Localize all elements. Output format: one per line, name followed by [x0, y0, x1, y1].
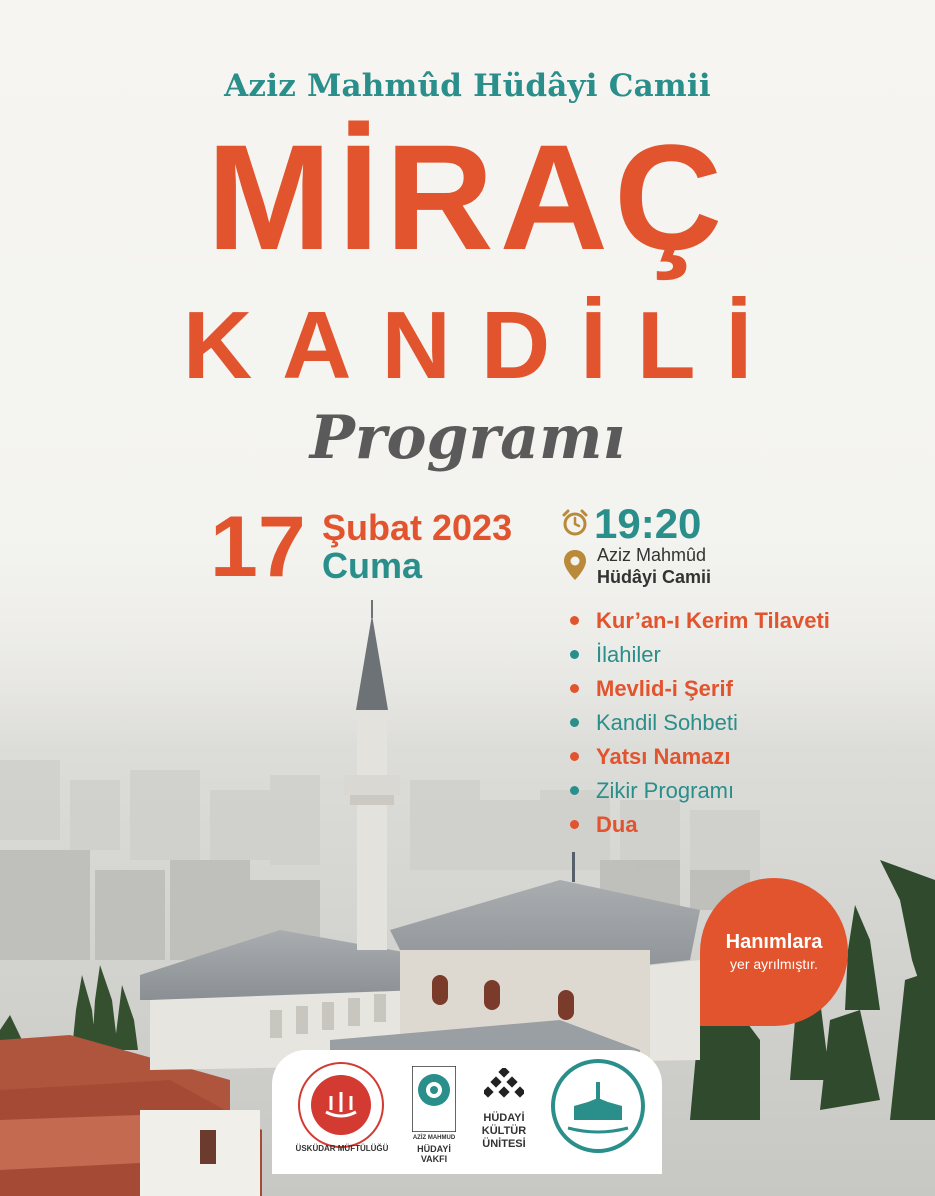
- location-line1: Aziz Mahmûd: [597, 545, 707, 565]
- program-item-label: Kandil Sohbeti: [596, 710, 738, 735]
- mufti-logo-label: ÜSKÜDAR MÜFTÜLÜĞÜ: [295, 1144, 389, 1153]
- event-time: 19:20: [594, 500, 702, 547]
- program-item: [566, 808, 830, 842]
- mosque-name-subtitle: Aziz Mahmûd Hüdâyi Camii: [224, 68, 711, 104]
- bullet: [570, 684, 579, 693]
- vakfi-logo-label: HÜDAYİ VAKFI: [417, 1144, 451, 1164]
- location-pin-icon: [562, 548, 588, 582]
- sponsor-logo-bar: [272, 1050, 662, 1174]
- program-item: [566, 604, 830, 638]
- program-item: [566, 638, 830, 672]
- program-item: [566, 740, 830, 774]
- program-item: [566, 774, 830, 808]
- women-section-badge: [700, 878, 848, 1026]
- kultur-logo-label: HÜDAYİ KÜLTÜR ÜNİTESİ: [481, 1112, 527, 1150]
- bullet: [570, 786, 579, 795]
- bullet: [570, 650, 579, 659]
- program-item-label: Dua: [596, 812, 638, 837]
- program-item: [566, 706, 830, 740]
- event-weekday: Cuma: [322, 545, 423, 586]
- bullet: [570, 616, 579, 625]
- program-item-label: Kur’an-ı Kerim Tilaveti: [596, 608, 830, 633]
- kultur-unitesi-logo: [484, 1068, 524, 1108]
- diyanet-seal-logo: [296, 1060, 386, 1150]
- title-programi: Programı: [309, 403, 626, 473]
- title-mirac: MİRAÇ: [206, 113, 729, 281]
- event-month-year: Şubat 2023: [322, 507, 513, 548]
- badge-line2: yer ayrılmıştır.: [730, 956, 818, 972]
- location-line2: Hüdâyi Camii: [597, 567, 712, 587]
- clock-icon: [560, 508, 590, 538]
- badge-line1: Hanımlara: [725, 931, 823, 953]
- event-day: 17: [210, 499, 306, 595]
- program-item-label: Zikir Programı: [596, 778, 735, 803]
- hudayi-kulliyesi-logo: [550, 1058, 646, 1154]
- hudayi-vakfi-logo: [412, 1066, 456, 1132]
- program-item-label: Yatsı Namazı: [596, 744, 731, 769]
- program-item-label: Mevlid-i Şerif: [596, 676, 733, 701]
- program-item-label: İlahiler: [596, 642, 661, 667]
- title-kandili: KANDİLİ: [182, 292, 783, 399]
- program-item: [566, 672, 830, 706]
- bullet: [570, 752, 579, 761]
- vakfi-logo-sublabel: AZİZ MAHMUD: [412, 1135, 456, 1141]
- bullet: [570, 820, 579, 829]
- program-list: [566, 604, 830, 842]
- bullet: [570, 718, 579, 727]
